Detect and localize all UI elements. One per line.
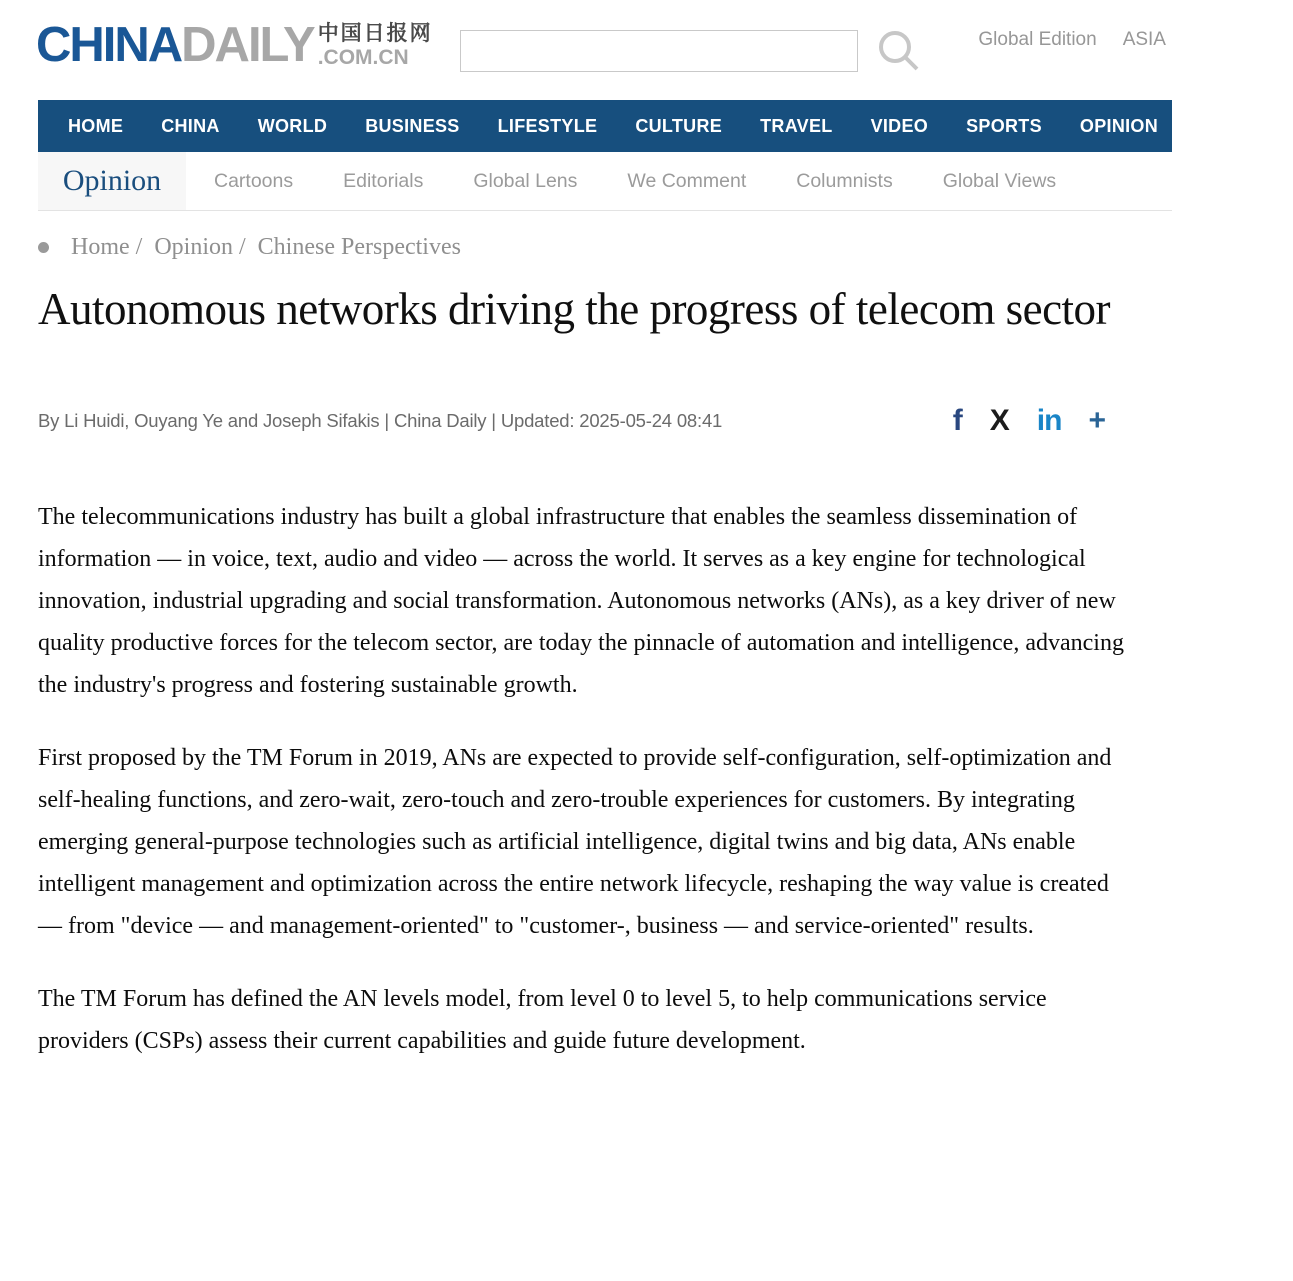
nav-item[interactable]: VIDEO — [870, 115, 929, 136]
subnav-item[interactable]: Global Lens — [473, 169, 578, 192]
site-logo[interactable] — [36, 18, 433, 72]
article-paragraph: First proposed by the TM Forum in 2019, ANs are expected to provide self-configuration, self-optimization and self-healing functions, and zero-wait, zero-touch and zero-trouble experiences for customers. By integrating emerging general-purpose technologies such as artificial intelligence, digital twins and big data, ANs enable intelligent management and optimization across the entire network lifecycle, reshaping the way value is created — from "device — and management-oriented" to "customer-, business — and service-oriented" results. — [38, 745, 1112, 939]
nav-item[interactable]: HOME — [68, 115, 124, 136]
share-buttons — [953, 406, 1106, 436]
nav-item[interactable]: OPINION — [1079, 115, 1159, 136]
breadcrumb-separator: / — [129, 234, 149, 260]
article-paragraph: The TM Forum has defined the AN levels model, from level 0 to level 5, to help communications service providers (CSPs) assess their current capabilities and guide future development. — [38, 986, 1047, 1054]
nav-item[interactable]: WORLD — [257, 115, 328, 136]
nav-item[interactable]: REGIONAL — [1196, 115, 1293, 136]
nav-item[interactable]: SPORTS — [966, 115, 1042, 136]
edition-links — [978, 29, 1166, 51]
bullet-icon — [38, 242, 49, 253]
subnav-item[interactable]: Columnists — [796, 169, 893, 192]
site-header — [0, 0, 1172, 100]
logo-china-text: CHINA — [36, 18, 182, 72]
breadcrumb — [38, 234, 1134, 261]
region-asia-link[interactable]: ASIA — [1122, 29, 1166, 50]
search-input[interactable] — [460, 30, 858, 72]
breadcrumb-trail — [71, 234, 461, 261]
section-nav-items — [214, 152, 1056, 210]
breadcrumb-segment — [154, 234, 251, 260]
breadcrumb-link[interactable]: Home — [71, 234, 130, 260]
section-nav — [38, 152, 1172, 211]
logo-domain-text: .COM.CN — [317, 46, 409, 69]
logo-daily-text: DAILY — [181, 18, 314, 72]
breadcrumb-separator: / — [233, 234, 252, 260]
article-main — [38, 234, 1134, 1062]
subnav-item[interactable]: Editorials — [343, 169, 424, 192]
section-title-opinion[interactable]: Opinion — [38, 152, 186, 210]
global-edition-link[interactable]: Global Edition — [978, 29, 1097, 50]
subnav-item[interactable]: Cartoons — [214, 169, 294, 192]
facebook-icon[interactable]: f — [952, 404, 963, 437]
breadcrumb-segment — [258, 234, 461, 260]
main-nav — [38, 100, 1293, 152]
nav-item[interactable]: TRAVEL — [760, 115, 833, 136]
linkedin-icon[interactable]: in — [1036, 404, 1062, 437]
breadcrumb-link[interactable]: Chinese Perspectives — [257, 234, 461, 260]
logo-chinese-text: 中国日报网 — [317, 22, 433, 45]
x-twitter-icon[interactable]: X — [989, 404, 1010, 437]
subnav-item[interactable]: We Comment — [627, 169, 747, 192]
nav-item[interactable]: CHINA — [161, 115, 220, 136]
article-title: Autonomous networks driving the progress of telecom sector — [38, 284, 1111, 334]
nav-item[interactable]: BUSINESS — [365, 115, 460, 136]
search-icon[interactable] — [876, 28, 922, 74]
nav-item[interactable]: LIFESTYLE — [497, 115, 598, 136]
breadcrumb-link[interactable]: Opinion — [154, 234, 233, 260]
article-paragraph: The telecommunications industry has built a global infrastructure that enables the seamless dissemination of information — in voice, text, audio and video — across the world. It serves as a key engine for technological innovation, industrial upgrading and social transformation. Autonomous networks (ANs), as a key driver of new quality productive forces for the telecom sector, are today the pinnacle of automation and intelligence, advancing the industry's progress and fostering sustainable growth. — [38, 504, 1124, 698]
article-body — [38, 496, 1134, 1062]
logo-chinese-block — [318, 22, 433, 70]
article-byline: By Li Huidi, Ouyang Ye and Joseph Sifakis | China Daily | Updated: 2025-05-24 08:41 — [38, 410, 723, 431]
nav-item[interactable]: CULTURE — [635, 115, 723, 136]
subnav-item[interactable]: Global Views — [942, 169, 1057, 192]
breadcrumb-segment — [71, 234, 148, 260]
share-more-icon[interactable]: + — [1088, 404, 1106, 437]
byline-row — [38, 406, 1134, 436]
